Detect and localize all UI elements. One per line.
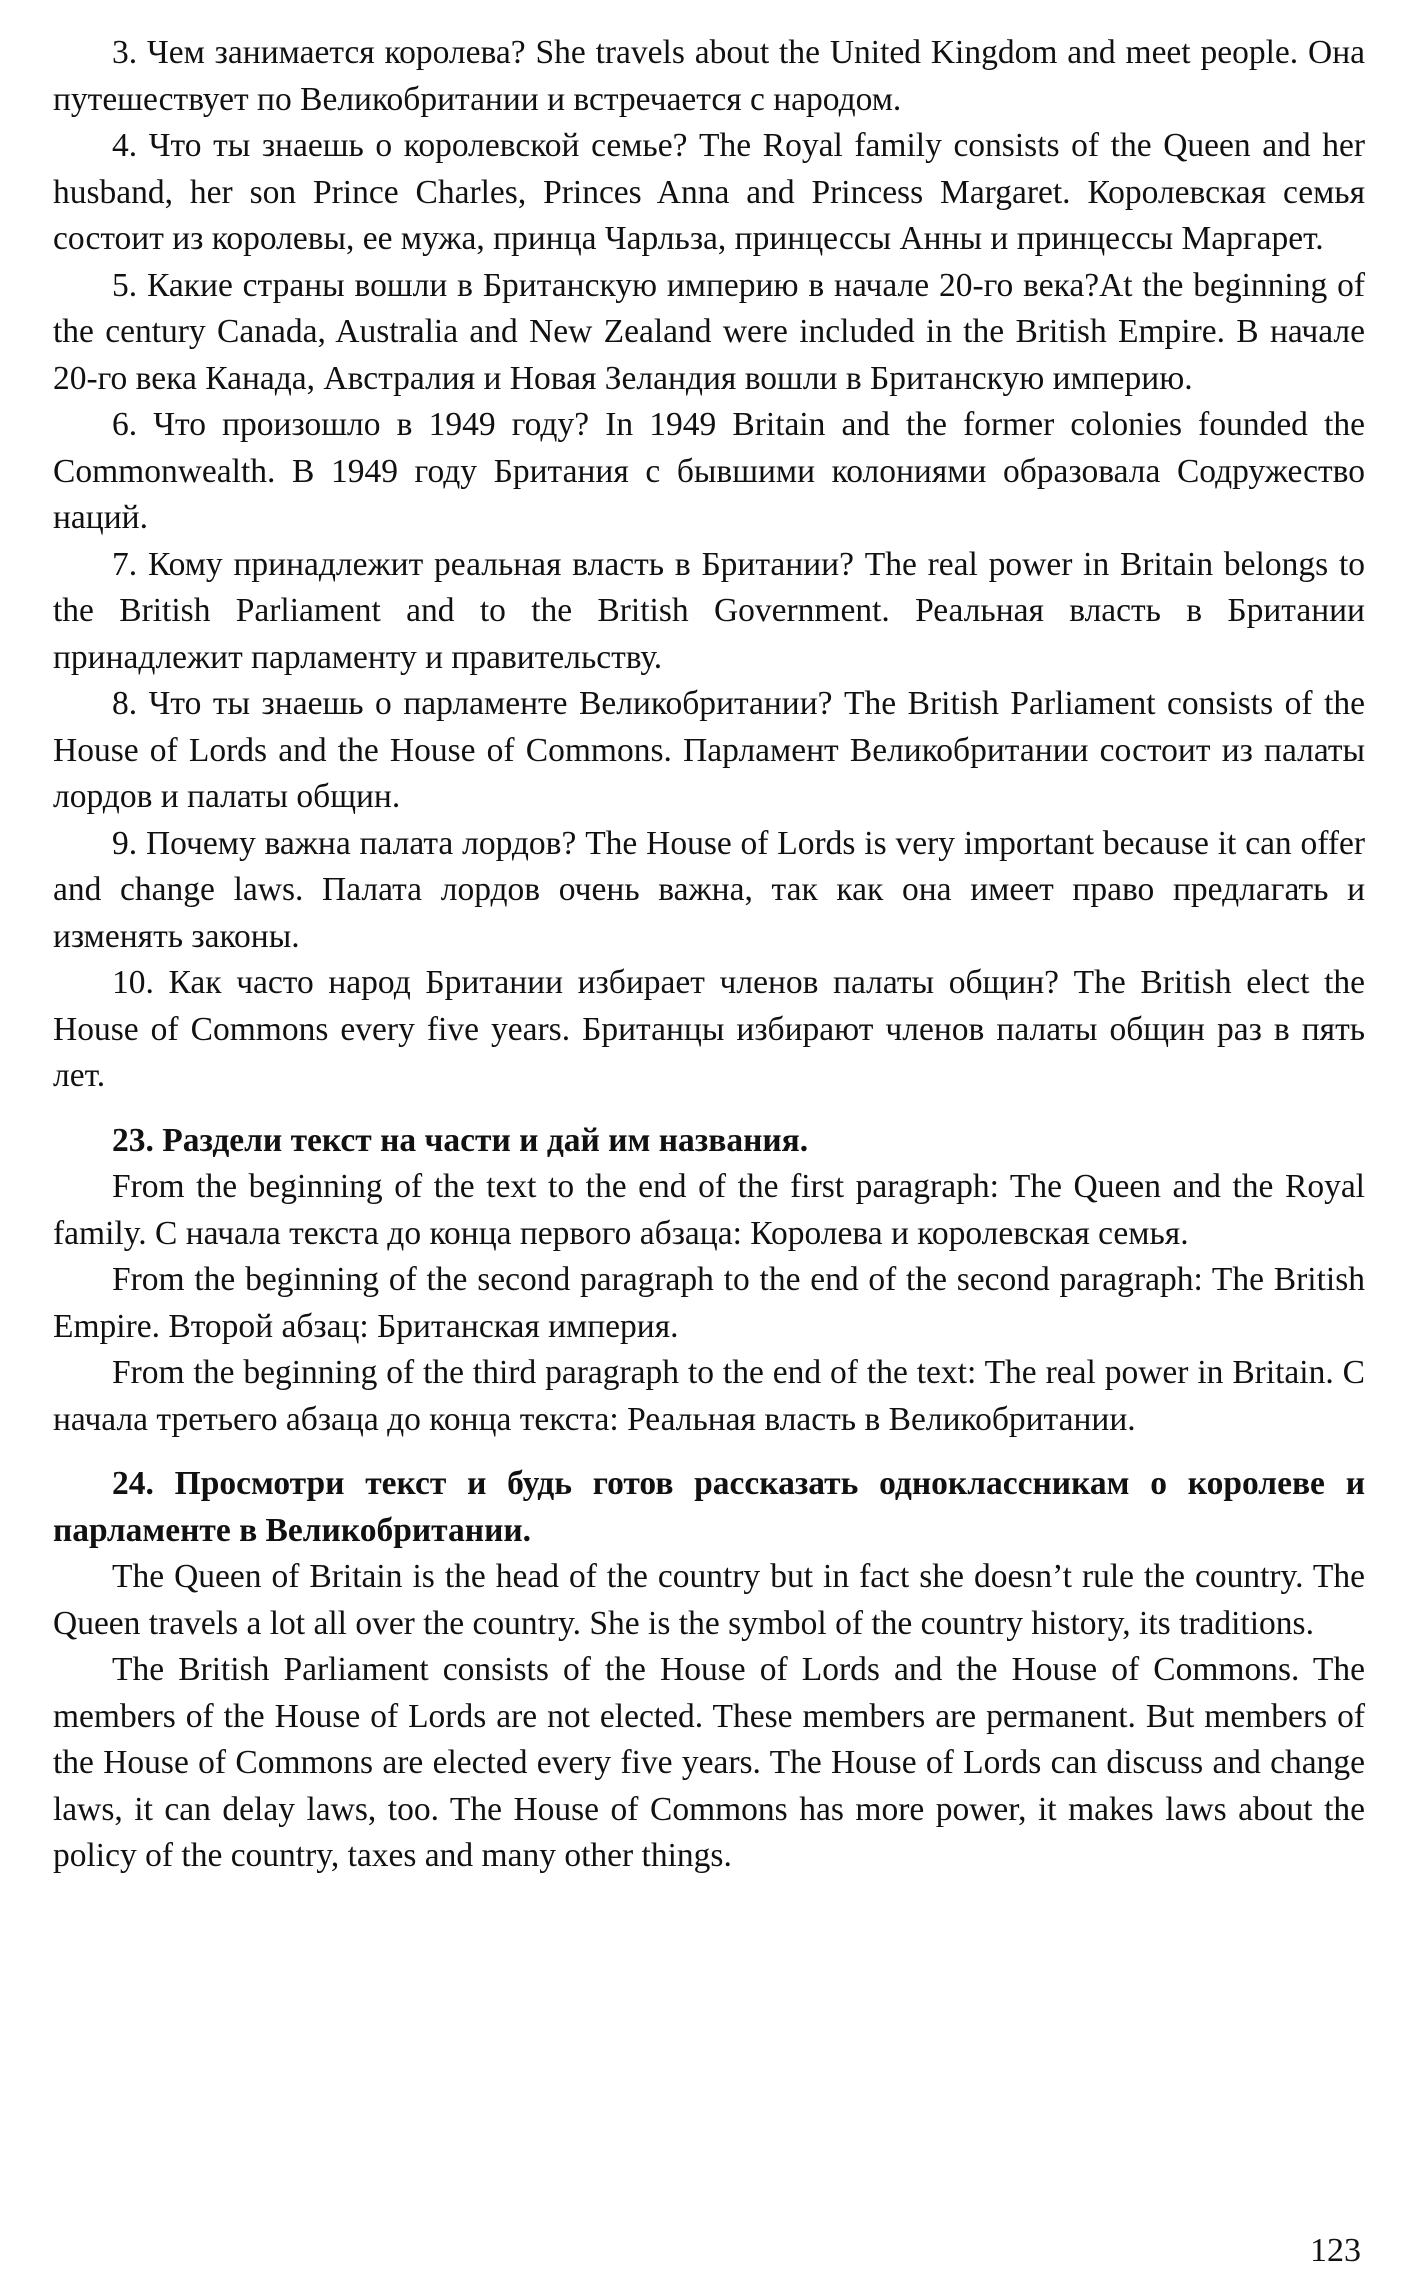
- answer-item-5: 5. Какие страны вошли в Британскую империю в начале 20-го века?At the beginning of the century Canada, Australia and New Zealand were included in the British Empire. В начале 20-го века Канада, Австралия и Новая Зеландия вошли в Британскую империю.: [53, 266, 1365, 397]
- page-number: 123: [1310, 2232, 1361, 2269]
- task-23-paragraph: From the beginning of the text to the end of the first paragraph: The Queen and the Royal family. С начала текста до конца первого абзаца: Королева и королевская семья.: [53, 1168, 1365, 1252]
- task-24-heading: 24. Просмотри текст и будь готов рассказать одноклассникам о королеве и парламенте в Великобритании.: [53, 1465, 1365, 1549]
- book-page: [53, 30, 1365, 2260]
- section-spacer: [53, 1443, 1365, 1461]
- answer-item-7: 7. Кому принадлежит реальная власть в Британии? The real power in Britain belongs to the British Parliament and to the British Government. Реальная власть в Британии принадлежит парламенту и правительству.: [53, 545, 1365, 676]
- answer-item-6: 6. Что произошло в 1949 году? In 1949 Britain and the former colonies founded the Commonwealth. В 1949 году Британия с бывшими колониями образовала Содружество наций.: [53, 406, 1365, 536]
- answer-item-4: 4. Что ты знаешь о королевской семье? The Royal family consists of the Queen and her husband, her son Prince Charles, Princes Anna and Princess Margaret. Королевская семья состоит из королевы, ее мужа, принца Чарльза, принцессы Анны и принцессы Маргарет.: [53, 127, 1365, 257]
- answer-item-3: 3. Чем занимается королева? She travels about the United Kingdom and meet people. Она путешествует по Великобритании и встречается с народом.: [53, 34, 1365, 118]
- section-spacer: [53, 1100, 1365, 1118]
- task-24-paragraph: The Queen of Britain is the head of the country but in fact she doesn’t rule the country. The Queen travels a lot all over the country. She is the symbol of the country history, its traditions.: [53, 1558, 1365, 1642]
- answer-item-9: 9. Почему важна палата лордов? The House of Lords is very important because it can offer and change laws. Палата лордов очень важна, так как она имеет право предлагать и изменять законы.: [53, 824, 1365, 955]
- task-24-section: [53, 1461, 1365, 1880]
- task-23-heading: 23. Раздели текст на части и дай им названия.: [112, 1121, 809, 1159]
- task-23-paragraph: From the beginning of the second paragraph to the end of the second paragraph: The British Empire. Второй абзац: Британская империя.: [53, 1261, 1365, 1345]
- answer-item-8: 8. Что ты знаешь о парламенте Великобритании? The British Parliament consists of the House of Lords and the House of Commons. Парламент Великобритании состоит из палаты лордов и палаты общин.: [53, 685, 1365, 815]
- task-23-paragraph: From the beginning of the third paragraph to the end of the text: The real power in Britain. С начала третьего абзаца до конца текста: Реальная власть в Великобритании.: [53, 1354, 1365, 1438]
- answers-block: [53, 30, 1365, 1100]
- task-23-section: [53, 1118, 1365, 1444]
- answer-item-10: 10. Как часто народ Британии избирает членов палаты общин? The British elect the House of Commons every five years. Британцы избирают членов палаты общин раз в пять лет.: [53, 964, 1365, 1094]
- task-24-paragraph: The British Parliament consists of the House of Lords and the House of Commons. The members of the House of Lords are not elected. These members are permanent. But members of the House of Commons are elected every five years. The House of Lords can discuss and change laws, it can delay laws, too. The House of Commons has more power, it makes laws about the policy of the country, taxes and many other things.: [53, 1651, 1365, 1874]
